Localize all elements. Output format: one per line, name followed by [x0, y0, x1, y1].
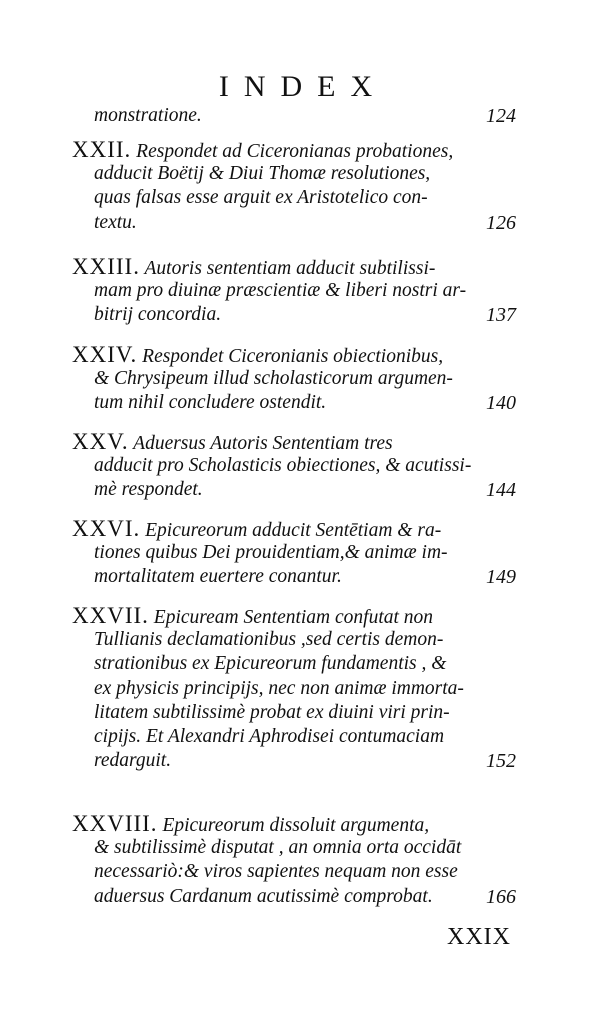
entry-line: monstratione. 124	[94, 105, 516, 127]
entry-line: & subtilissimè disputat , an omnia orta occidāt	[94, 837, 462, 859]
entry-line: Tullianis declamationibus ,sed certis demon-	[94, 629, 444, 651]
page-number: 137	[486, 304, 516, 327]
entry-line: XXII. Respondet ad Ciceronianas probationes,	[72, 137, 454, 162]
entry-line: tum nihil concludere ostendit. 140	[94, 392, 516, 415]
index-entry-xxvi	[72, 517, 516, 590]
entry-line: adducit Boëtij & Diui Thomæ resolutiones,	[94, 163, 431, 185]
entry-number: XXIII.	[72, 254, 140, 279]
entry-line: cipijs. Et Alexandri Aphrodisei contumaciam	[94, 725, 445, 747]
entry-number: XXV.	[72, 429, 129, 454]
entry-line: necessariò:& viros sapientes nequam non esse	[94, 861, 458, 883]
entry-number: XXVI.	[72, 516, 141, 541]
entry-line: litatem subtilissimè probat ex diuini viri prin-	[94, 701, 450, 723]
index-entry-xxviii	[72, 812, 516, 909]
entry-line: bitrij concordia. 137	[94, 304, 516, 327]
index-entry-xxiv	[72, 343, 516, 416]
page-number: 166	[486, 885, 516, 908]
entry-line: XXVI. Epicureorum adducit Sentētiam & ra-	[72, 516, 442, 541]
index-entry-xxii	[72, 138, 516, 235]
entry-line: adducit pro Scholasticis obiectiones, & acutissi-	[94, 455, 472, 477]
entry-line: strationibus ex Epicureorum fundamentis , &	[94, 653, 447, 675]
index-continuation	[72, 104, 516, 128]
index-entry-xxvii	[72, 604, 516, 773]
entry-number: XXIV.	[72, 342, 138, 367]
entry-line: mam pro diuinæ præscientiæ & liberi nostri ar-	[94, 280, 467, 302]
entry-number: XXVII.	[72, 603, 149, 628]
page-number: 149	[486, 566, 516, 589]
entry-line: & Chrysipeum illud scholasticorum argumen-	[94, 368, 453, 390]
index-entry-xxiii	[72, 255, 516, 328]
entry-line: mè respondet. 144	[94, 479, 516, 502]
entry-line: redarguit. 152	[94, 750, 516, 773]
entry-line: XXVIII. Epicureorum dissoluit argumenta,	[72, 811, 430, 836]
entry-line: aduersus Cardanum acutissimè comprobat. 166	[94, 885, 516, 908]
entry-line: mortalitatem euertere conantur. 149	[94, 566, 516, 589]
entry-number: XXII.	[72, 137, 132, 162]
page-header: INDEX	[218, 70, 388, 103]
entry-line: XXIV. Respondet Ciceronianis obiectionibus,	[72, 342, 444, 367]
page-number: 152	[486, 750, 516, 773]
entry-number: XXVIII.	[72, 811, 158, 836]
page-number: 126	[486, 211, 516, 234]
catchword: XXIX	[447, 924, 511, 950]
entry-line: textu. 126	[94, 211, 516, 234]
entry-line: ex physicis principijs, nec non animæ immorta-	[94, 677, 464, 699]
page-number: 140	[486, 392, 516, 415]
entry-line: quas falsas esse arguit ex Aristotelico con-	[94, 187, 428, 209]
entry-line: tiones quibus Dei prouidentiam,& animæ im-	[94, 542, 448, 564]
index-entry-xxv	[72, 430, 516, 503]
page-number: 124	[486, 105, 516, 127]
page-number: 144	[486, 479, 516, 502]
entry-line: XXVII. Epicuream Sententiam confutat non	[72, 603, 434, 628]
entry-line: XXIII. Autoris sententiam adducit subtilissi-	[72, 254, 436, 279]
entry-line: XXV. Aduersus Autoris Sententiam tres	[72, 429, 393, 454]
